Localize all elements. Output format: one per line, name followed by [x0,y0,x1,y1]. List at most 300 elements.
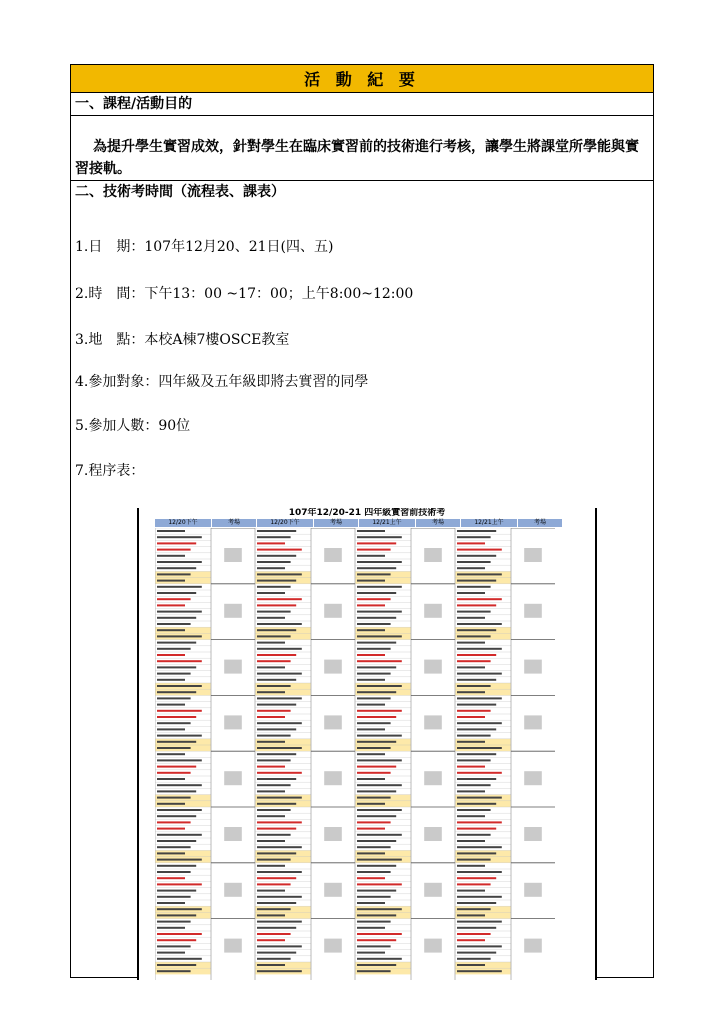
schedule-cell-text [357,611,402,613]
item-location: 3.地 點：本校A棟7樓OSCE教室 [75,332,290,348]
schedule-cell-text [157,710,202,712]
schedule-cell-text [157,704,185,706]
schedule-cell-text [457,642,485,644]
schedule-cell-text [257,790,285,792]
schedule-cell-text [357,704,385,706]
schedule-cell-text [457,865,485,867]
schedule-cell-text [357,883,402,885]
schedule-cell-text [357,840,396,842]
schedule-cell-text [157,846,191,848]
schedule-cell-text [457,673,502,675]
schedule-cell-text [257,852,296,854]
schedule-cell-text [157,666,196,668]
schedule-col: 12/21上午 [359,519,416,527]
schedule-room-text [224,660,242,674]
schedule-cell-text [257,927,296,929]
schedule-cell-text [257,741,285,743]
schedule-cell-text [357,635,402,637]
schedule-cell-text [157,679,185,681]
schedule-cell-text [257,697,302,699]
schedule-cell-text [357,927,385,929]
schedule-cell-text [357,586,402,588]
schedule-cell-text [357,809,402,811]
schedule-cell-text [457,592,485,594]
schedule-cell-text [457,927,496,929]
schedule-room-text [524,548,542,562]
schedule-room-text [424,827,442,841]
schedule-room-text [424,939,442,953]
schedule-cell-text [357,555,385,557]
schedule-cell-text [257,952,296,954]
schedule-cell-text [257,549,302,551]
schedule-cell-text [457,704,496,706]
schedule-room-text [324,604,342,618]
item-date: 1.日 期：107年12月20、21日(四、五) [75,239,334,255]
schedule-cell-text [357,549,391,551]
schedule-cell-text [357,933,402,935]
schedule-cell-text [357,759,402,761]
schedule-col: 考場 [518,519,563,527]
schedule-cell-text [257,691,285,693]
schedule-cell-text [257,573,302,575]
schedule-cell-text [357,710,402,712]
schedule-cell-text [457,685,491,687]
schedule-cell-text [357,952,385,954]
schedule-cell-text [457,939,485,941]
schedule-cell-text [457,896,502,898]
schedule-room-text [224,548,242,562]
schedule-cell-text [457,623,502,625]
schedule-cell-text [457,784,491,786]
schedule-cell-text [457,691,485,693]
schedule-cell-text [457,573,502,575]
schedule-cell-text [257,623,302,625]
schedule-cell-text [457,722,502,724]
schedule-cell-text [357,865,396,867]
schedule-title: 107年12/20-21 四年級實習前技術考 [288,508,446,518]
schedule-room-text [424,715,442,729]
schedule-cell-text [457,778,496,780]
schedule-cell-text [157,536,202,538]
schedule-cell-text [457,555,496,557]
schedule-col: 12/20下午 [155,519,212,527]
schedule-cell-text [257,809,291,811]
schedule-col: 考場 [314,519,359,527]
schedule-cell-text [357,660,402,662]
schedule-cell-text [357,673,391,675]
schedule-cell-text [257,964,285,966]
schedule-cell-text [357,580,385,582]
schedule-cell-text [357,617,396,619]
schedule-cell-text [157,741,196,743]
schedule-cell-text [457,666,485,668]
schedule-cell-text [257,673,302,675]
schedule-cell-text [357,790,396,792]
schedule-cell-text [257,735,291,737]
schedule-cell-text [157,859,202,861]
schedule-cell-text [357,654,385,656]
schedule-cell-text [357,784,402,786]
schedule-cell-text [357,778,385,780]
schedule-cell-text [157,766,196,768]
schedule-cell-text [357,604,385,606]
schedule-cell-text [357,753,385,755]
schedule-cell-text [357,623,391,625]
schedule-cell-text [257,629,296,631]
schedule-cell-text [257,716,285,718]
schedule-cell-text [257,939,285,941]
schedule-cell-text [457,586,491,588]
schedule-room-text [224,715,242,729]
schedule-image [137,508,597,980]
schedule-cell-text [157,958,202,960]
schedule-room-text [424,604,442,618]
schedule-cell-text [157,530,185,532]
schedule-cell-text [457,803,496,805]
schedule-cell-text [257,536,291,538]
schedule-cell-text [257,914,285,916]
schedule-cell-text [157,945,191,947]
schedule-cell-text [457,797,502,799]
schedule-cell-text [257,555,296,557]
schedule-cell-text [157,939,196,941]
schedule-cell-text [157,697,191,699]
schedule-cell-text [157,890,196,892]
schedule-cell-text [457,970,502,972]
schedule-cell-text [457,728,496,730]
schedule-cell-text [257,871,302,873]
schedule-cell-text [457,635,491,637]
schedule-room-text [524,715,542,729]
schedule-cell-text [357,821,391,823]
schedule-cell-text [457,611,491,613]
schedule-cell-text [157,952,185,954]
schedule-cell-text [157,716,196,718]
schedule-cell-text [457,852,496,854]
schedule-cell-text [457,871,502,873]
schedule-cell-text [357,939,396,941]
schedule-cell-text [257,704,296,706]
schedule-cell-text [257,865,285,867]
schedule-cell-text [257,660,291,662]
schedule-cell-text [157,815,196,817]
schedule-cell-text [157,852,185,854]
schedule-cell-text [157,660,202,662]
schedule-cell-text [357,815,396,817]
schedule-grid [155,528,583,980]
schedule-cell-text [257,685,291,687]
schedule-cell-text [457,536,491,538]
schedule-cell-text [157,654,185,656]
schedule-cell-text [257,759,291,761]
schedule-room-text [224,939,242,953]
schedule-cell-text [157,617,196,619]
schedule-cell-text [457,629,496,631]
schedule-cell-text [257,722,302,724]
schedule-cell-text [157,598,191,600]
schedule-room-text [524,660,542,674]
schedule-cell-text [257,921,302,923]
schedule-cell-text [357,766,396,768]
schedule-cell-text [257,883,291,885]
schedule-cell-text [257,797,302,799]
schedule-room-text [324,715,342,729]
schedule-cell-text [357,598,391,600]
schedule-cell-text [157,809,202,811]
schedule-cell-text [357,722,391,724]
schedule-cell-text [457,859,491,861]
schedule-cell-text [357,877,385,879]
schedule-cell-text [357,921,391,923]
schedule-cell-text [457,710,491,712]
schedule-cell-text [257,561,291,563]
schedule-cell-text [257,642,285,644]
schedule-cell-text [157,914,196,916]
schedule-cell-text [457,902,496,904]
schedule-cell-text [157,747,191,749]
schedule-cell-text [457,964,485,966]
schedule-cell-text [457,921,502,923]
schedule-cell-text [257,710,291,712]
schedule-room-text [224,827,242,841]
schedule-col: 12/20下午 [257,519,314,527]
schedule-cell-text [457,716,485,718]
schedule-cell-text [457,679,496,681]
schedule-cell-text [257,970,302,972]
schedule-cell-text [257,648,302,650]
schedule-cell-text [157,586,202,588]
schedule-cell-text [357,648,391,650]
schedule-cell-text [357,871,391,873]
schedule-cell-text [257,666,285,668]
schedule-cell-text [157,673,191,675]
schedule-cell-text [157,840,196,842]
schedule-room-text [424,771,442,785]
schedule-cell-text [157,834,202,836]
schedule-cell-text [457,697,502,699]
schedule-room-text [424,883,442,897]
schedule-cell-text [457,772,502,774]
schedule-cell-text [157,927,185,929]
schedule-cell-text [257,635,291,637]
schedule-cell-text [257,958,291,960]
schedule-cell-text [357,803,385,805]
schedule-cell-text [357,852,385,854]
schedule-cell-text [157,753,185,755]
schedule-cell-text [457,828,496,830]
schedule-cell-text [157,549,191,551]
schedule-cell-text [257,902,296,904]
schedule-cell-text [257,728,296,730]
schedule-room-text [324,883,342,897]
schedule-cell-text [457,580,496,582]
item-participants: 4.參加對象：四年級及五年級即將去實習的同學 [75,374,369,390]
schedule-cell-text [157,592,196,594]
schedule-room-text [224,604,242,618]
schedule-cell-text [257,859,291,861]
schedule-room-text [524,883,542,897]
schedule-cell-text [357,945,391,947]
schedule-cell-text [357,561,402,563]
schedule-cell-text [257,604,296,606]
schedule-cell-text [357,747,391,749]
schedule-cell-text [257,890,285,892]
schedule-cell-text [357,573,391,575]
schedule-cell-text [457,958,491,960]
schedule-cell-text [357,914,396,916]
item-time: 2.時 間：下午13：00 ~17：00；上午8:00~12:00 [75,286,414,302]
schedule-cell-text [357,797,391,799]
schedule-cell-text [457,549,502,551]
schedule-cell-text [457,908,491,910]
schedule-cell-text [357,896,391,898]
schedule-cell-text [257,542,285,544]
schedule-cell-text [257,592,285,594]
schedule-cell-text [357,679,385,681]
schedule-cell-text [257,945,302,947]
schedule-cell-text [157,797,191,799]
section1-heading: 一、課程/活動目的 [71,93,653,116]
schedule-cell-text [157,964,196,966]
schedule-cell-text [357,592,396,594]
schedule-cell-text [157,542,196,544]
schedule-cell-text [357,629,385,631]
schedule-cell-text [357,716,396,718]
schedule-cell-text [257,778,296,780]
schedule-room-text [324,827,342,841]
schedule-room-text [524,827,542,841]
schedule-cell-text [157,896,191,898]
schedule-cell-text [357,642,396,644]
schedule-room-text [524,604,542,618]
schedule-room-text [324,660,342,674]
schedule-cell-text [157,580,185,582]
schedule-col: 12/21上午 [461,519,518,527]
schedule-cell-text [357,902,385,904]
schedule-cell-text [157,871,191,873]
schedule-cell-text [357,567,396,569]
schedule-cell-text [257,840,285,842]
schedule-cell-text [257,834,291,836]
schedule-cell-text [157,933,202,935]
schedule-cell-text [157,921,191,923]
schedule-cell-text [157,555,185,557]
schedule-cell-text [457,914,485,916]
schedule-cell-text [457,604,496,606]
schedule-cell-text [157,629,185,631]
schedule-cell-text [357,970,391,972]
schedule-cell-text [357,890,396,892]
schedule-cell-text [157,735,202,737]
schedule-cell-text [157,865,196,867]
schedule-cell-text [457,753,496,755]
schedule-cell-text [257,611,291,613]
schedule-cell-text [457,933,491,935]
schedule-cell-text [157,784,202,786]
schedule-cell-text [257,747,302,749]
schedule-cell-text [157,691,196,693]
schedule-cell-text [357,685,402,687]
schedule-cell-text [457,834,491,836]
schedule-cell-text [457,766,485,768]
schedule-cell-text [157,635,202,637]
schedule-cell-text [257,828,296,830]
activity-record-frame [70,64,654,978]
schedule-cell-text [457,735,491,737]
schedule-cell-text [457,759,491,761]
schedule-cell-text [157,722,191,724]
schedule-cell-text [457,846,502,848]
schedule-cell-text [357,828,385,830]
schedule-cell-text [257,586,291,588]
schedule-cell-text [157,611,202,613]
schedule-cell-text [357,536,402,538]
schedule-cell-text [457,617,485,619]
schedule-cell-text [157,877,185,879]
schedule-cell-text [457,648,502,650]
schedule-cell-text [157,970,191,972]
schedule-cell-text [157,642,196,644]
schedule-cell-text [457,660,491,662]
schedule-room-text [224,771,242,785]
schedule-cell-text [257,877,296,879]
item-count: 5.參加人數：90位 [75,418,191,434]
schedule-cell-text [257,567,285,569]
schedule-cell-text [257,766,285,768]
schedule-room-text [524,771,542,785]
schedule-cell-text [257,821,302,823]
schedule-cell-text [257,846,302,848]
schedule-room-text [524,939,542,953]
schedule-cell-text [257,803,296,805]
schedule-cell-text [457,815,485,817]
schedule-cell-text [457,840,485,842]
schedule-cell-text [357,542,396,544]
schedule-cell-text [357,908,402,910]
schedule-cell-text [257,772,302,774]
schedule-cell-text [457,945,502,947]
item-program: 7.程序表： [75,463,145,479]
schedule-cell-text [357,859,402,861]
schedule-cell-text [357,697,391,699]
schedule-room-text [424,660,442,674]
schedule-cell-text [157,772,191,774]
schedule-cell-text [157,759,202,761]
schedule-cell-text [157,883,202,885]
schedule-cell-text [157,821,191,823]
schedule-cell-text [157,685,202,687]
schedule-cell-text [257,654,296,656]
schedule-cell-text [257,815,285,817]
schedule-cell-text [457,741,485,743]
schedule-cell-text [257,617,285,619]
section2-heading: 二、技術考時間（流程表、課表） [75,184,285,200]
schedule-cell-text [357,741,396,743]
schedule-cell-text [157,790,196,792]
schedule-cell-text [457,821,502,823]
schedule-cell-text [157,623,191,625]
schedule-cell-text [457,809,491,811]
schedule-cell-text [357,728,385,730]
schedule-cell-text [257,753,296,755]
schedule-cell-text [157,604,185,606]
schedule-cell-text [457,747,502,749]
schedule-cell-text [457,890,485,892]
schedule-cell-text [357,772,391,774]
schedule-cell-text [357,846,391,848]
schedule-cell-text [357,666,396,668]
schedule-cell-text [457,654,496,656]
